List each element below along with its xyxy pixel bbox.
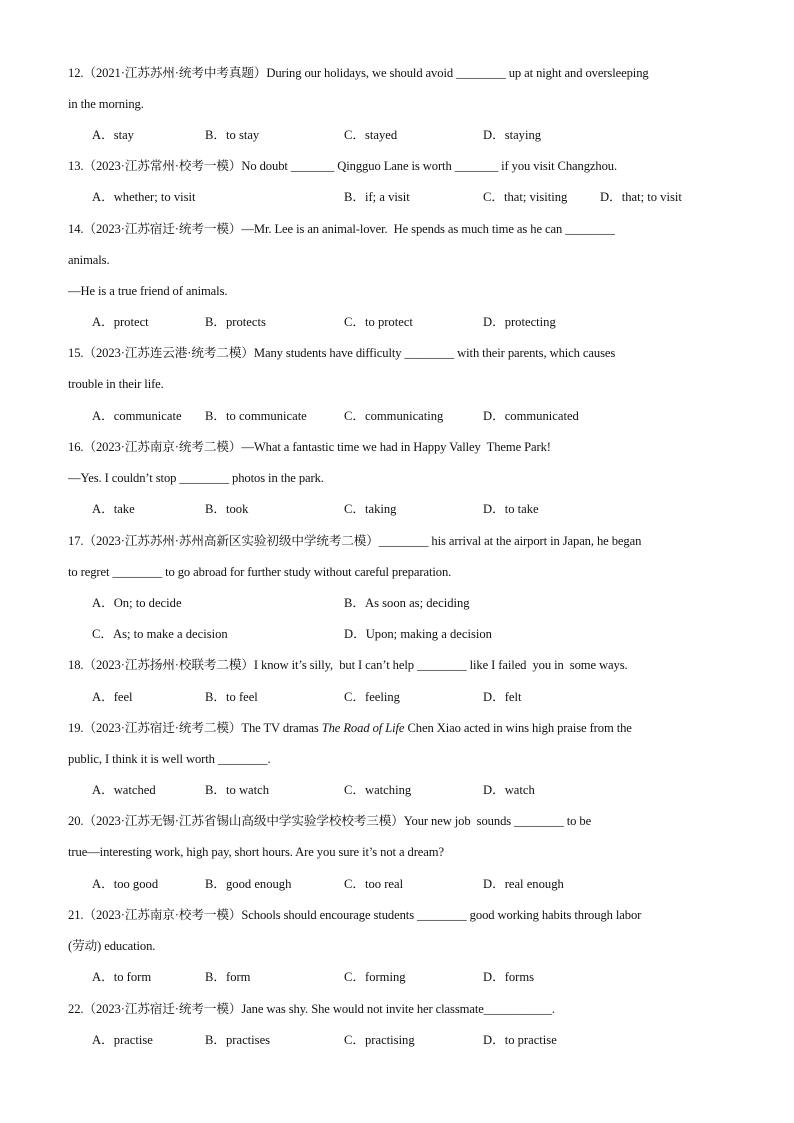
- question-stem: [68, 221, 794, 237]
- answer-option[interactable]: D．protecting: [483, 315, 556, 329]
- stem-text: in the morning.: [68, 97, 144, 111]
- stem-text: （2023·江苏宿迁·统考一模）Jane was shy. She would not invite her classmate___________.: [83, 1002, 555, 1016]
- question-stem: [68, 813, 794, 829]
- answer-option[interactable]: A．protect: [92, 315, 149, 329]
- answer-option[interactable]: D．to take: [483, 502, 539, 516]
- question-stem: [68, 345, 794, 361]
- answer-option[interactable]: A．watched: [92, 783, 156, 797]
- answer-option[interactable]: C．taking: [344, 502, 397, 516]
- question-number: 16.: [68, 440, 84, 454]
- answer-option[interactable]: C．feeling: [344, 690, 400, 704]
- question-stem: [68, 720, 794, 736]
- stem-text: （2023·江苏南京·校考一模）Schools should encourage students ________ good working habits through labor: [83, 908, 642, 922]
- stem-text: —He is a true friend of animals.: [68, 284, 228, 298]
- answer-option[interactable]: A．take: [92, 502, 135, 516]
- question-number: 19.: [68, 721, 84, 735]
- stem-text: true—interesting work, high pay, short hours. Are you sure it’s not a dream?: [68, 845, 444, 859]
- answer-option[interactable]: C．watching: [344, 783, 412, 797]
- stem-text: (劳动) education.: [68, 939, 156, 953]
- answer-option[interactable]: C．to protect: [344, 315, 413, 329]
- stem-text: to regret ________ to go abroad for further study without careful preparation.: [68, 565, 452, 579]
- answer-option[interactable]: B．if; a visit: [344, 190, 410, 204]
- question-stem-continued: [68, 751, 794, 767]
- stem-text: animals.: [68, 253, 110, 267]
- answer-option[interactable]: B．to watch: [205, 783, 270, 797]
- answer-option[interactable]: C．practising: [344, 1033, 415, 1047]
- answer-option[interactable]: C．stayed: [344, 128, 398, 142]
- stem-segment: （2023·江苏宿迁·统考二模）The TV dramas: [83, 721, 322, 735]
- question-stem: [68, 65, 794, 81]
- question-stem-continued: [68, 844, 794, 860]
- stem-text: （2021·江苏苏州·统考中考真题）During our holidays, we should avoid ________ up at night and oversleeping: [83, 66, 649, 80]
- stem-text: （2023·江苏连云港·统考二模）Many students have difficulty ________ with their parents, which causes: [83, 346, 616, 360]
- answer-option[interactable]: A．whether; to visit: [92, 190, 196, 204]
- answer-option[interactable]: A．On; to decide: [92, 596, 182, 610]
- answer-option[interactable]: C．forming: [344, 970, 406, 984]
- answer-option[interactable]: C．communicating: [344, 409, 444, 423]
- question-stem-continued: [68, 96, 794, 112]
- question-stem-continued: [68, 283, 794, 299]
- answer-option[interactable]: A．feel: [92, 690, 133, 704]
- drama-title: The Road of Life: [321, 721, 405, 735]
- answer-option[interactable]: D．felt: [483, 690, 522, 704]
- answer-option[interactable]: A．too good: [92, 877, 159, 891]
- answer-option[interactable]: B．to stay: [205, 128, 260, 142]
- answer-option[interactable]: B．to communicate: [205, 409, 307, 423]
- question-number: 17.: [68, 534, 84, 548]
- question-number: 22.: [68, 1002, 84, 1016]
- question-number: 12.: [68, 66, 84, 80]
- answer-option[interactable]: D．that; to visit: [600, 190, 682, 204]
- answer-option[interactable]: B．good enough: [205, 877, 292, 891]
- stem-text: （2023·江苏扬州·校联考二模）I know it’s silly, but I can’t help ________ like I failed you in some ways.: [83, 658, 628, 672]
- answer-option[interactable]: B．practises: [205, 1033, 271, 1047]
- stem-text: [83, 721, 631, 735]
- answer-option[interactable]: D．real enough: [483, 877, 564, 891]
- answer-option[interactable]: B．form: [205, 970, 251, 984]
- question-stem-continued: [68, 376, 794, 392]
- answer-option[interactable]: C．too real: [344, 877, 404, 891]
- answer-option[interactable]: A．practise: [92, 1033, 153, 1047]
- answer-option[interactable]: A．to form: [92, 970, 152, 984]
- answer-option[interactable]: A．communicate: [92, 409, 182, 423]
- answer-option[interactable]: D．communicated: [483, 409, 579, 423]
- question-stem: [68, 907, 794, 923]
- stem-segment: Chen Xiao acted in wins high praise from the: [404, 721, 632, 735]
- answer-option[interactable]: C．As; to make a decision: [92, 627, 228, 641]
- question-stem-continued: [68, 938, 794, 954]
- question-number: 14.: [68, 222, 84, 236]
- stem-text: （2023·江苏无锡·江苏省锡山高级中学实验学校校考三模）Your new job sounds ________ to be: [83, 814, 592, 828]
- answer-option[interactable]: D．to practise: [483, 1033, 557, 1047]
- stem-text: （2023·江苏苏州·苏州高新区实验初级中学统考二模）________ his arrival at the airport in Japan, he began: [83, 534, 642, 548]
- answer-option[interactable]: B．took: [205, 502, 249, 516]
- stem-text: trouble in their life.: [68, 377, 164, 391]
- question-stem-continued: [68, 564, 794, 580]
- answer-option[interactable]: B．to feel: [205, 690, 258, 704]
- question-stem: [68, 158, 794, 174]
- question-stem: [68, 657, 794, 673]
- question-number: 13.: [68, 159, 84, 173]
- answer-option[interactable]: D．forms: [483, 970, 535, 984]
- question-number: 15.: [68, 346, 84, 360]
- question-number: 18.: [68, 658, 84, 672]
- question-number: 20.: [68, 814, 84, 828]
- answer-option[interactable]: D．watch: [483, 783, 535, 797]
- answer-option[interactable]: A．stay: [92, 128, 134, 142]
- stem-text: （2023·江苏南京·统考二模）—What a fantastic time we had in Happy Valley Theme Park!: [83, 440, 551, 454]
- question-stem: [68, 1001, 794, 1017]
- question-stem: [68, 439, 794, 455]
- answer-option[interactable]: B．protects: [205, 315, 266, 329]
- question-stem-continued: [68, 252, 794, 268]
- stem-text: （2023·江苏宿迁·统考一模）—Mr. Lee is an animal-lover. He spends as much time as he can ________: [83, 222, 615, 236]
- answer-option[interactable]: D．Upon; making a decision: [344, 627, 492, 641]
- stem-text: （2023·江苏常州·校考一模）No doubt _______ Qingguo Lane is worth _______ if you visit Changzhou.: [83, 159, 618, 173]
- answer-option[interactable]: C．that; visiting: [483, 190, 568, 204]
- answer-option[interactable]: B．As soon as; deciding: [344, 596, 470, 610]
- stem-text: —Yes. I couldn’t stop ________ photos in the park.: [68, 471, 324, 485]
- stem-text: public, I think it is well worth ________.: [68, 752, 271, 766]
- question-number: 21.: [68, 908, 84, 922]
- answer-option[interactable]: D．staying: [483, 128, 542, 142]
- question-stem: [68, 533, 794, 549]
- question-stem-continued: [68, 470, 794, 486]
